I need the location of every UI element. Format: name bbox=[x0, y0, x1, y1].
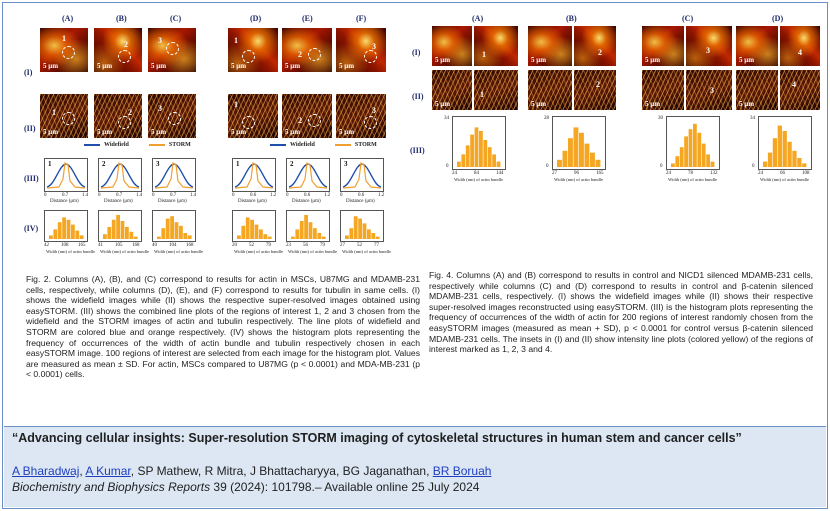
histogram-xtick: 144 bbox=[496, 171, 504, 176]
storm-swatch bbox=[149, 144, 165, 146]
histogram-bar bbox=[684, 136, 688, 167]
lineplot-xtick: 0.7 bbox=[116, 193, 123, 198]
histogram-bar bbox=[475, 127, 479, 167]
histogram-xtick: 165 bbox=[596, 171, 604, 176]
histogram-xlabel: Width (nm) of actin bundle bbox=[46, 249, 96, 254]
fig4-widefield-image-b1: 5 μm bbox=[528, 26, 572, 66]
histogram-bar bbox=[255, 225, 259, 239]
author-list: A Bharadwaj, A Kumar, SP Mathew, R Mitra, J Bhattacharyya, BG Jaganathan, BR Boruah bbox=[12, 464, 492, 478]
histogram-xtick: 96 bbox=[574, 171, 579, 176]
widefield-line bbox=[47, 164, 85, 187]
fig4-col-label: (C) bbox=[682, 14, 694, 23]
fig4-histogram bbox=[552, 116, 606, 170]
author-name: SP Mathew bbox=[137, 464, 198, 478]
widefield-line bbox=[343, 164, 381, 187]
histogram-bar bbox=[557, 160, 562, 167]
histogram-bar bbox=[585, 144, 590, 167]
histogram-xtick: 84 bbox=[474, 171, 479, 176]
histogram-svg bbox=[667, 117, 719, 169]
lineplot-xlabel: Distance (μm) bbox=[104, 199, 133, 204]
fig4-storm-image-d1: 5 μm bbox=[736, 70, 778, 110]
histogram-bar bbox=[349, 228, 353, 239]
histogram-xtick: 56 bbox=[303, 243, 308, 248]
lineplot-xlabel: Distance (μm) bbox=[346, 199, 375, 204]
histogram-bar bbox=[53, 229, 57, 239]
fig4-widefield-image-c2: 3 bbox=[686, 26, 732, 66]
histogram-bar bbox=[680, 147, 684, 167]
fig4-storm-image-b1: 5 μm bbox=[528, 70, 572, 110]
histogram-xtick: 52 bbox=[357, 243, 362, 248]
lineplot-xlabel: Distance (μm) bbox=[50, 199, 79, 204]
histogram-svg bbox=[153, 211, 195, 241]
fig2-caption: Fig. 2. Columns (A), (B), and (C) correspond to results for actin in MSCs, U87MG and MDAMB-231 cells, respectively, while columns (D), (E), and (F) correspond to results for tubulin in same cells. (I) shows the widefield images while (II) shows the respective super-resolved images obtained using easySTORM. (III) shows the combined line plots of the regions of interest 1, 2 and 3 chosen from the widefield and the STORM images of actin and tubulin respectively. The line plots of widefield and STORM are colored blue and orange respectively. (IV) shows the histogram plots representing the frequency of occurrences of the width of actin bundle and tubulin respectively chosen in each easySTORM image. 100 regions of interest are selected from each image for the histogram plot. Values are measured as mean ± SD. For actin, MSCs compared to U87MG (p < 0.0001) and MDA-MB-231 (p < 0.0001) cells. bbox=[26, 274, 420, 380]
histogram-bar bbox=[250, 220, 254, 239]
fig2-histogram bbox=[232, 210, 276, 242]
histogram-xtick: 104 bbox=[169, 243, 177, 248]
fig2-widefield-image-a: 1 5 μm bbox=[40, 28, 88, 72]
histogram-bar bbox=[309, 222, 313, 239]
author-link[interactable]: BR Boruah bbox=[432, 464, 492, 478]
histogram-ytick: 34 bbox=[444, 116, 449, 121]
histogram-bar bbox=[313, 228, 317, 239]
histogram-ytick: 0 bbox=[446, 164, 449, 169]
histogram-bar bbox=[125, 227, 129, 239]
histogram-bar bbox=[75, 231, 79, 239]
fig2-storm-image-f: 3 5 μm bbox=[336, 94, 386, 138]
histogram-bar bbox=[783, 131, 787, 167]
fig2-widefield-image-b: 2 5 μm bbox=[94, 28, 142, 72]
histogram-bar bbox=[574, 127, 579, 167]
histogram-bar bbox=[492, 154, 496, 167]
author-link[interactable]: A Kumar bbox=[85, 464, 131, 478]
histogram-bar bbox=[304, 215, 308, 239]
author-name: R Mitra bbox=[204, 464, 244, 478]
lineplot-xlabel: Distance (μm) bbox=[292, 199, 321, 204]
fig2-storm-image-e: 2 5 μm bbox=[282, 94, 332, 138]
histogram-svg bbox=[99, 211, 141, 241]
histogram-bar bbox=[295, 229, 299, 239]
author-link[interactable]: A Bharadwaj bbox=[12, 464, 80, 478]
histogram-bar bbox=[291, 237, 295, 239]
fig2-storm-image-a: 1 5 μm bbox=[40, 94, 88, 138]
histogram-xtick: 20 bbox=[232, 243, 237, 248]
histogram-bar bbox=[711, 162, 715, 167]
author-name: J Bhattacharyya bbox=[249, 464, 336, 478]
fig4-col-label: (D) bbox=[772, 14, 784, 23]
fig4-histogram bbox=[666, 116, 720, 170]
widefield-swatch bbox=[270, 144, 286, 146]
roi-number: 3 bbox=[156, 160, 160, 168]
lineplot-xtick: 1.2 bbox=[324, 193, 331, 198]
fig2-row-label: (IV) bbox=[24, 224, 39, 233]
fig2-lineplot bbox=[44, 158, 88, 192]
histogram-xtick: 24 bbox=[452, 171, 457, 176]
lineplot-xtick: 0 bbox=[44, 193, 47, 198]
fig4-storm-image-c2: 3 bbox=[686, 70, 732, 110]
histogram-bar bbox=[802, 163, 806, 167]
roi-number: 3 bbox=[344, 160, 348, 168]
paper-title: “Advancing cellular insights: Super-resolution STORM imaging of cytoskeletal structures in human stem and cancer cells” bbox=[12, 431, 742, 445]
histogram-bar bbox=[579, 133, 584, 167]
histogram-bar bbox=[568, 138, 573, 167]
histogram-xtick: 168 bbox=[132, 243, 140, 248]
histogram-bar bbox=[175, 222, 179, 239]
histogram-xlabel: Width (nm) of actin bundle bbox=[288, 249, 338, 254]
lineplot-xlabel: Distance (μm) bbox=[158, 199, 187, 204]
histogram-svg bbox=[45, 211, 87, 241]
fig2-widefield-image-f: 3 5 μm bbox=[336, 28, 386, 72]
fig4-widefield-image-b2: 2 bbox=[574, 26, 616, 66]
fig4-row-label: (III) bbox=[410, 146, 425, 155]
histogram-xtick: 27 bbox=[340, 243, 345, 248]
lineplot-xtick: 1.4 bbox=[136, 193, 143, 198]
fig2-histogram bbox=[44, 210, 88, 242]
histogram-bar bbox=[792, 151, 796, 167]
reference-box bbox=[4, 426, 826, 507]
fig4-storm-image-c1: 5 μm bbox=[642, 70, 684, 110]
histogram-bar bbox=[479, 131, 483, 167]
histogram-xlabel: Width (nm) of actin bundle bbox=[100, 249, 150, 254]
histogram-xtick: 132 bbox=[710, 171, 718, 176]
histogram-bar bbox=[797, 158, 801, 167]
histogram-bar bbox=[376, 237, 380, 239]
fig4-row-label: (II) bbox=[412, 92, 424, 101]
lineplot-xtick: 0.7 bbox=[62, 193, 69, 198]
histogram-bar bbox=[103, 234, 107, 239]
histogram-bar bbox=[237, 235, 241, 239]
histogram-bar bbox=[268, 237, 272, 239]
histogram-bar bbox=[358, 219, 362, 239]
storm-line bbox=[235, 163, 273, 188]
fig2-col-label: (E) bbox=[302, 14, 313, 23]
lineplot-xtick: 0 bbox=[152, 193, 155, 198]
histogram-bar bbox=[697, 133, 701, 167]
histogram-xlabel: Width (nm) of actin bundle bbox=[154, 249, 204, 254]
histogram-xtick: 79 bbox=[320, 243, 325, 248]
histogram-bar bbox=[706, 154, 710, 167]
histogram-svg bbox=[553, 117, 605, 169]
fig2-lineplot bbox=[340, 158, 384, 192]
histogram-bar bbox=[157, 237, 161, 239]
fig2-col-label: (D) bbox=[250, 14, 262, 23]
histogram-bar bbox=[363, 223, 367, 239]
histogram-xtick: 108 bbox=[61, 243, 69, 248]
lineplot-xtick: 1.4 bbox=[190, 193, 197, 198]
fig2-histogram bbox=[340, 210, 384, 242]
histogram-xtick: 105 bbox=[115, 243, 123, 248]
storm-line bbox=[289, 163, 327, 188]
histogram-bar bbox=[773, 138, 777, 167]
fig2-storm-image-d: 1 5 μm bbox=[228, 94, 278, 138]
histogram-bar bbox=[107, 227, 111, 239]
histogram-bar bbox=[354, 216, 358, 239]
lineplot-xtick: 1.4 bbox=[82, 193, 89, 198]
histogram-bar bbox=[693, 124, 697, 167]
histogram-bar bbox=[241, 226, 245, 239]
histogram-bar bbox=[322, 237, 326, 239]
fig2-col-label: (C) bbox=[170, 14, 182, 23]
storm-line bbox=[343, 163, 381, 188]
fig4-storm-image-d2: 4 bbox=[780, 70, 820, 110]
histogram-bar bbox=[259, 229, 263, 239]
fig4-caption: Fig. 4. Columns (A) and (B) correspond to results in control and NICD1 silenced MDAMB-231 cells, respectively while columns (C) and (D) correspond to results in control and β-catenin silenced MDAMB-231 cells, respectively. (I) shows the widefield images while (II) shows their respective super-resolved images reconstructed using easySTORM. (III) is the histogram plots representing the frequency of occurrences of the width of actin for 200 regions of interest randomly chosen from the easySTORM images (measured as mean + SD), p < 0.0001 for control versus β-catenin silenced MDAMB-231 cells. The insets in (I) and (II) show intensity line plots (colored yellow) of the regions of interest marked as 1, 2, 3 and 4. bbox=[429, 270, 813, 355]
histogram-bar bbox=[67, 220, 71, 239]
fig2-col-label: (F) bbox=[356, 14, 367, 23]
histogram-xtick: 66 bbox=[780, 171, 785, 176]
histogram-bar bbox=[461, 154, 465, 167]
histogram-bar bbox=[80, 235, 84, 239]
histogram-xlabel: Width (nm) of actin bundle bbox=[668, 177, 718, 182]
histogram-bar bbox=[466, 145, 470, 167]
fig2-row-label: (II) bbox=[24, 124, 36, 133]
histogram-ytick: 30 bbox=[658, 116, 663, 121]
fig4-col-label: (B) bbox=[566, 14, 577, 23]
histogram-bar bbox=[483, 140, 487, 167]
histogram-bar bbox=[457, 162, 461, 167]
fig4-histogram bbox=[452, 116, 506, 170]
histogram-bar bbox=[58, 222, 62, 239]
lineplot-xtick: 0.6 bbox=[250, 193, 257, 198]
histogram-xtick: 23 bbox=[286, 243, 291, 248]
histogram-svg bbox=[233, 211, 275, 241]
fig4-row-label: (I) bbox=[412, 48, 421, 57]
histogram-svg bbox=[287, 211, 329, 241]
histogram-bar bbox=[470, 135, 474, 167]
histogram-xtick: 168 bbox=[186, 243, 194, 248]
fig2-histogram bbox=[98, 210, 142, 242]
histogram-bar bbox=[263, 234, 267, 239]
figure-4 bbox=[410, 12, 820, 192]
histogram-bar bbox=[787, 142, 791, 167]
fig2-widefield-image-c: 3 5 μm bbox=[148, 28, 196, 72]
histogram-bar bbox=[116, 215, 120, 239]
histogram-xtick: 41 bbox=[98, 243, 103, 248]
histogram-bar bbox=[689, 129, 693, 167]
histogram-xlabel: Width (nm) of actin bundle bbox=[454, 177, 504, 182]
histogram-xlabel: Width (nm) of actin bundle bbox=[234, 249, 284, 254]
lineplot-xtick: 0.7 bbox=[170, 193, 177, 198]
histogram-xtick: 108 bbox=[802, 171, 810, 176]
histogram-bar bbox=[121, 221, 125, 239]
histogram-xtick: 24 bbox=[666, 171, 671, 176]
histogram-bar bbox=[763, 162, 767, 167]
histogram-ytick: 0 bbox=[660, 164, 663, 169]
journal-citation bbox=[12, 480, 479, 494]
journal-details: 39 (2024): 101798.– Available online 25 July 2024 bbox=[210, 480, 480, 494]
histogram-xlabel: Width (nm) of actin bundle bbox=[554, 177, 604, 182]
storm-swatch bbox=[335, 144, 351, 146]
fig4-col-label: (A) bbox=[472, 14, 484, 23]
histogram-xtick: 79 bbox=[266, 243, 271, 248]
storm-line bbox=[47, 163, 85, 188]
widefield-line bbox=[289, 164, 327, 187]
histogram-bar bbox=[188, 235, 192, 239]
lineplot-xtick: 0.6 bbox=[304, 193, 311, 198]
histogram-bar bbox=[497, 162, 501, 167]
figure-2 bbox=[24, 12, 421, 274]
histogram-bar bbox=[345, 235, 349, 239]
histogram-bar bbox=[62, 217, 66, 239]
figure-area bbox=[4, 4, 826, 424]
histogram-bar bbox=[179, 226, 183, 239]
lineplot-xlabel: Distance (μm) bbox=[238, 199, 267, 204]
fig4-widefield-image-c1: 5 μm bbox=[642, 26, 684, 66]
histogram-bar bbox=[371, 233, 375, 239]
histogram-bar bbox=[563, 151, 568, 167]
lineplot-xtick: 0 bbox=[98, 193, 101, 198]
fig4-widefield-image-a1: 5 μm bbox=[432, 26, 472, 66]
widefield-swatch bbox=[84, 144, 100, 146]
storm-line bbox=[101, 163, 139, 188]
histogram-bar bbox=[675, 156, 679, 167]
histogram-xtick: 42 bbox=[44, 243, 49, 248]
widefield-line bbox=[235, 164, 273, 187]
fig2-widefield-image-e: 2 5 μm bbox=[282, 28, 332, 72]
histogram-bar bbox=[183, 233, 187, 239]
histogram-bar bbox=[778, 126, 782, 167]
fig2-widefield-image-d: 1 5 μm bbox=[228, 28, 278, 72]
histogram-xtick: 27 bbox=[552, 171, 557, 176]
fig4-histogram bbox=[758, 116, 812, 170]
histogram-ytick: 28 bbox=[544, 116, 549, 121]
roi-number: 1 bbox=[236, 160, 240, 168]
roi-number: 2 bbox=[290, 160, 294, 168]
histogram-bar bbox=[367, 229, 371, 239]
histogram-bar bbox=[161, 228, 165, 239]
histogram-svg bbox=[341, 211, 383, 241]
histogram-svg bbox=[453, 117, 505, 169]
histogram-bar bbox=[768, 153, 772, 167]
histogram-bar bbox=[246, 217, 250, 239]
histogram-xtick: 78 bbox=[688, 171, 693, 176]
lineplot-xtick: 1.2 bbox=[378, 193, 385, 198]
histogram-xtick: 40 bbox=[152, 243, 157, 248]
histogram-bar bbox=[488, 147, 492, 167]
histogram-ytick: 0 bbox=[546, 164, 549, 169]
fig2-histogram bbox=[152, 210, 196, 242]
roi-number: 2 bbox=[102, 160, 106, 168]
histogram-xtick: 77 bbox=[374, 243, 379, 248]
histogram-xtick: 52 bbox=[249, 243, 254, 248]
histogram-bar bbox=[300, 221, 304, 239]
histogram-bar bbox=[596, 160, 601, 167]
author-name: BG Jaganathan bbox=[342, 464, 427, 478]
lineplot-xtick: 0 bbox=[232, 193, 235, 198]
widefield-line bbox=[155, 164, 193, 187]
journal-name: Biochemistry and Biophysics Reports bbox=[12, 480, 211, 494]
fig2-legend-tubulin: Widefield STORM bbox=[270, 142, 377, 148]
lineplot-xtick: 1.2 bbox=[270, 193, 277, 198]
histogram-bar bbox=[671, 163, 675, 167]
fig2-row-label: (III) bbox=[24, 174, 39, 183]
fig2-storm-image-c: 3 5 μm bbox=[148, 94, 196, 138]
fig2-lineplot bbox=[152, 158, 196, 192]
histogram-bar bbox=[129, 232, 133, 239]
histogram-bar bbox=[49, 235, 53, 239]
fig4-widefield-image-a2: 1 bbox=[474, 26, 518, 66]
histogram-bar bbox=[317, 233, 321, 239]
fig4-widefield-image-d2: 4 bbox=[780, 26, 820, 66]
fig2-storm-image-b: 2 5 μm bbox=[94, 94, 142, 138]
histogram-ytick: 34 bbox=[750, 116, 755, 121]
histogram-svg bbox=[759, 117, 811, 169]
fig2-lineplot bbox=[286, 158, 330, 192]
fig4-widefield-image-d1: 5 μm bbox=[736, 26, 778, 66]
histogram-xtick: 24 bbox=[758, 171, 763, 176]
lineplot-xtick: 0 bbox=[286, 193, 289, 198]
lineplot-xtick: 0.6 bbox=[358, 193, 365, 198]
lineplot-xtick: 0 bbox=[340, 193, 343, 198]
histogram-bar bbox=[112, 220, 116, 239]
fig2-legend-actin: Widefield STORM bbox=[84, 142, 191, 148]
fig4-storm-image-a1: 5 μm bbox=[432, 70, 472, 110]
fig2-histogram bbox=[286, 210, 330, 242]
histogram-xlabel: Width (nm) of actin bundle bbox=[760, 177, 810, 182]
fig2-lineplot bbox=[232, 158, 276, 192]
histogram-ytick: 0 bbox=[752, 164, 755, 169]
histogram-bar bbox=[590, 153, 595, 167]
widefield-line bbox=[101, 164, 139, 187]
histogram-bar bbox=[134, 237, 138, 239]
fig2-row-label: (I) bbox=[24, 68, 33, 77]
histogram-xlabel: Width (nm) of actin bundle bbox=[342, 249, 392, 254]
storm-line bbox=[155, 163, 193, 188]
fig4-storm-image-b2: 2 bbox=[574, 70, 616, 110]
histogram-bar bbox=[702, 144, 706, 167]
fig2-col-label: (A) bbox=[62, 14, 74, 23]
histogram-bar bbox=[71, 225, 75, 239]
roi-number: 1 bbox=[48, 160, 52, 168]
fig2-lineplot bbox=[98, 158, 142, 192]
histogram-bar bbox=[166, 219, 170, 239]
histogram-xtick: 165 bbox=[78, 243, 86, 248]
fig2-col-label: (B) bbox=[116, 14, 127, 23]
histogram-bar bbox=[170, 216, 174, 239]
fig4-storm-image-a2: 1 bbox=[474, 70, 518, 110]
